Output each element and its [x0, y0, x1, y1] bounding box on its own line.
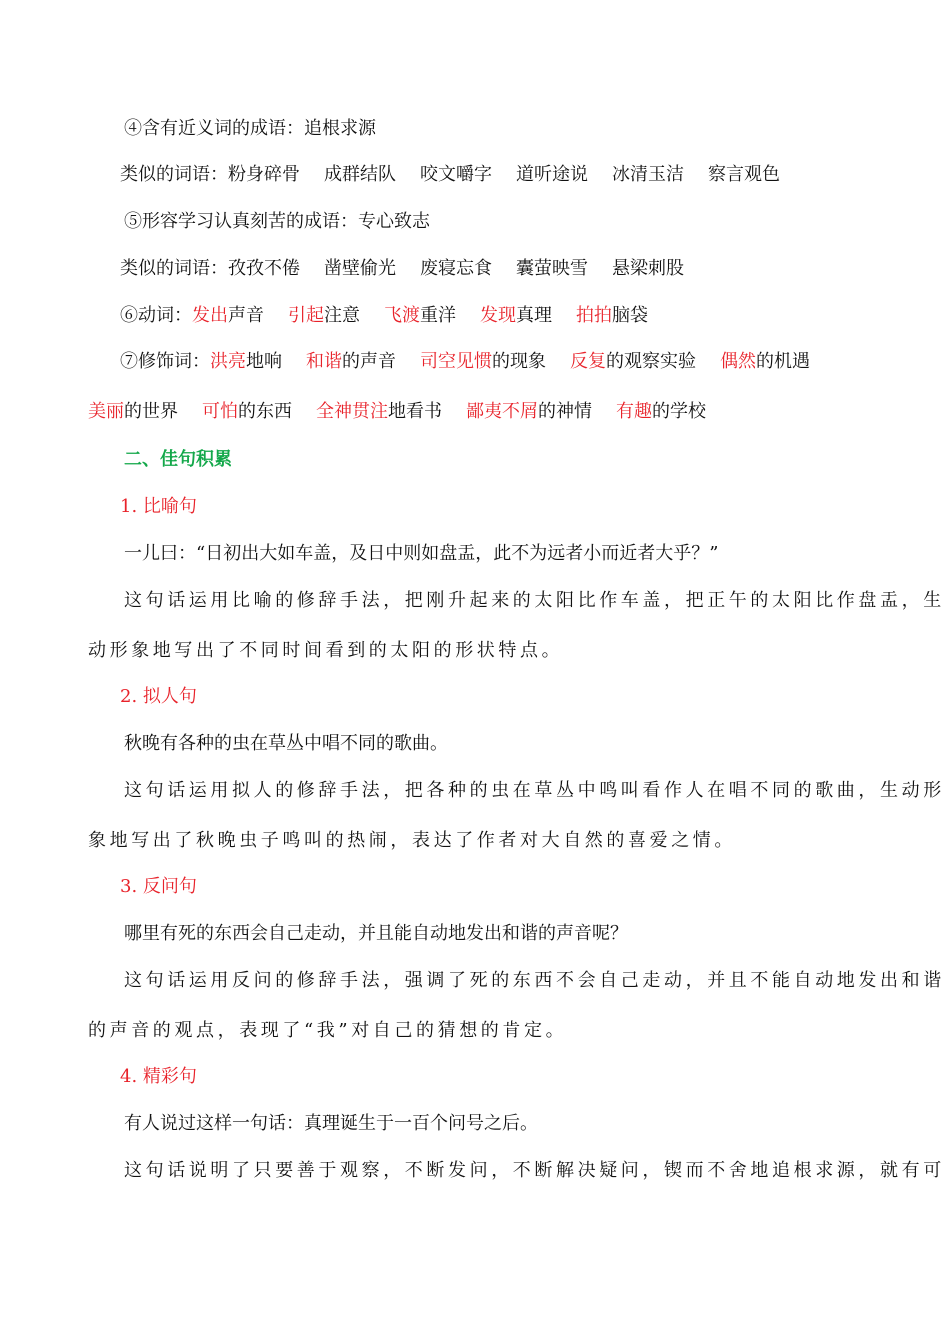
modifier-highlight: 司空见惯	[420, 351, 492, 372]
idiom-item-5: ⑤形容学习认真刻苦的成语：专心致志	[124, 211, 430, 232]
verb-rest: 真理	[516, 305, 552, 326]
idiom-item-4: ④含有近义词的成语：追根求源	[124, 118, 376, 139]
analysis-text: 这句话运用反问的修辞手法，强调了死的东西不会自己走动，并且不能自动地发出和谐	[124, 970, 945, 991]
modifier-highlight: 有趣	[616, 401, 652, 422]
word: 咬文嚼字	[420, 164, 492, 185]
word: 冰清玉洁	[612, 164, 684, 185]
subsection-heading: 1. 比喻句	[120, 496, 197, 517]
modifier-rest: 的声音	[342, 351, 396, 372]
example-sentence: 一儿曰：“日初出大如车盖，及日中则如盘盂，此不为远者小而近者大乎？”	[124, 543, 719, 564]
word: 孜孜不倦	[228, 258, 300, 279]
word: 凿壁偷光	[324, 258, 396, 279]
verbs-prefix: ⑥动词：	[120, 305, 192, 326]
word: 废寝忘食	[420, 258, 492, 279]
modifier-rest: 地看书	[388, 401, 442, 422]
similar-words-5	[120, 257, 684, 281]
modifier-highlight: 洪亮	[210, 351, 246, 372]
modifiers-prefix: ⑦修饰词：	[120, 351, 210, 372]
modifier-rest: 的观察实验	[606, 351, 696, 372]
word: 粉身碎骨	[228, 164, 300, 185]
similar-prefix: 类似的词语：	[120, 258, 228, 279]
verb-rest: 声音	[228, 305, 264, 326]
similar-prefix: 类似的词语：	[120, 164, 228, 185]
modifier-highlight: 反复	[570, 351, 606, 372]
word: 道听途说	[516, 164, 588, 185]
example-sentence: 哪里有死的东西会自己走动，并且能自动地发出和谐的声音呢？	[124, 923, 628, 944]
modifier-rest: 地响	[246, 351, 282, 372]
modifier-highlight: 全神贯注	[316, 401, 388, 422]
subsection-heading: 4. 精彩句	[120, 1066, 197, 1087]
verb-rest: 重洋	[420, 305, 456, 326]
modifier-highlight: 偶然	[720, 351, 756, 372]
modifier-rest: 的现象	[492, 351, 546, 372]
modifier-rest: 的世界	[124, 401, 178, 422]
modifier-rest: 的东西	[238, 401, 292, 422]
modifier-rest: 的神情	[538, 401, 592, 422]
modifier-rest: 的机遇	[756, 351, 810, 372]
verb-highlight: 飞渡	[384, 305, 420, 326]
modifier-rest: 的学校	[652, 401, 706, 422]
example-sentence: 有人说过这样一句话：真理诞生于一百个问号之后。	[124, 1113, 538, 1134]
verb-highlight: 发出	[192, 305, 228, 326]
analysis-text: 动形象地写出了不同时间看到的太阳的形状特点。	[88, 640, 564, 661]
analysis-text: 这句话运用拟人的修辞手法，把各种的虫在草丛中鸣叫看作人在唱不同的歌曲，生动形	[124, 780, 945, 801]
similar-words-4	[120, 163, 780, 187]
analysis-text: 象地写出了秋晚虫子鸣叫的热闹，表达了作者对大自然的喜爱之情。	[88, 830, 736, 851]
verb-highlight: 拍拍	[576, 305, 612, 326]
modifier-highlight: 美丽	[88, 401, 124, 422]
word: 囊萤映雪	[516, 258, 588, 279]
section-title: 二、佳句积累	[124, 449, 232, 470]
word: 成群结队	[324, 164, 396, 185]
example-sentence: 秋晚有各种的虫在草丛中唱不同的歌曲。	[124, 733, 448, 754]
modifiers-line-2	[88, 400, 706, 424]
analysis-text: 这句话运用比喻的修辞手法，把刚升起来的太阳比作车盖，把正午的太阳比作盘盂，生	[124, 590, 945, 611]
verb-highlight: 发现	[480, 305, 516, 326]
modifier-highlight: 鄙夷不屑	[466, 401, 538, 422]
analysis-text: 这句话说明了只要善于观察，不断发问，不断解决疑问，锲而不舍地追根求源，就有可	[124, 1160, 945, 1181]
verb-rest: 注意	[324, 305, 360, 326]
analysis-text: 的声音的观点，表现了“我”对自己的猜想的肯定。	[88, 1020, 568, 1041]
subsection-heading: 3. 反问句	[120, 876, 197, 897]
subsection-heading: 2. 拟人句	[120, 686, 197, 707]
modifier-highlight: 可怕	[202, 401, 238, 422]
modifier-highlight: 和谐	[306, 351, 342, 372]
verb-rest: 脑袋	[612, 305, 648, 326]
verbs-line	[120, 304, 648, 328]
word: 察言观色	[708, 164, 780, 185]
verb-highlight: 引起	[288, 305, 324, 326]
word: 悬梁刺股	[612, 258, 684, 279]
modifiers-line-1	[120, 350, 810, 374]
